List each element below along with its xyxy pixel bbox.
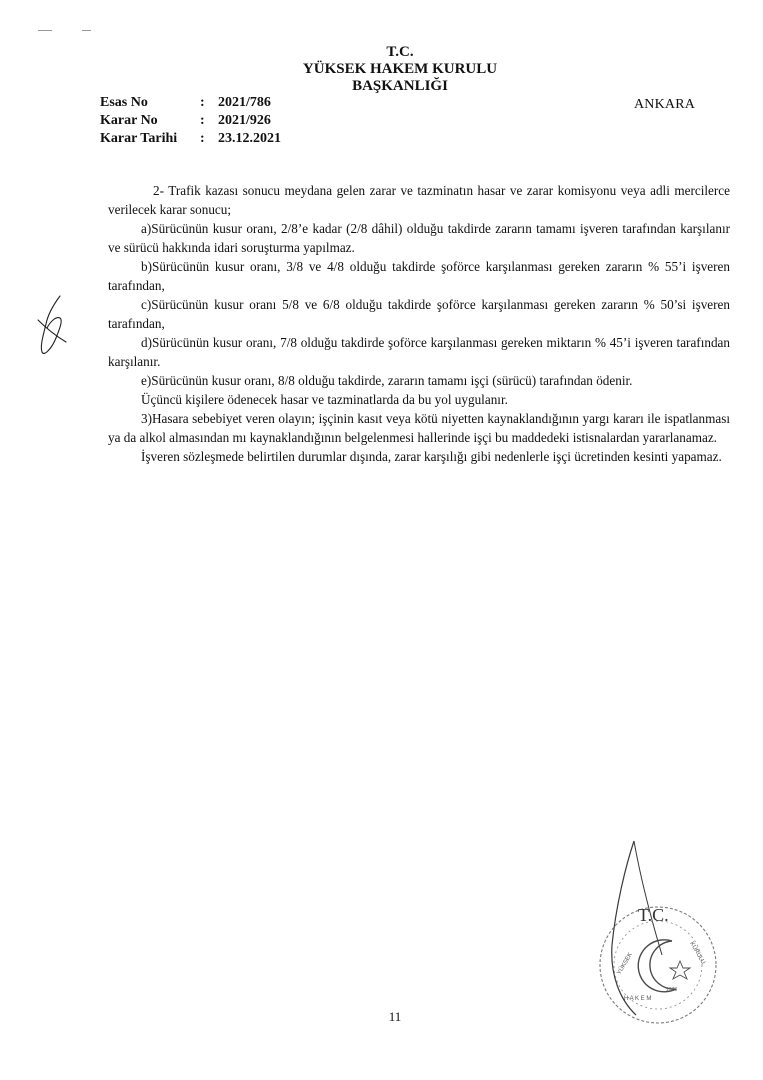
colon: : (200, 95, 205, 110)
paragraph: Üçüncü kişilere ödenecek hasar ve tazminatlarda da bu yol uygulanır. (141, 392, 508, 407)
karar-row (100, 112, 281, 130)
svg-text:T.C.: T.C. (638, 905, 669, 925)
paragraph: 3)Hasara sebebiyet veren olayın; işçinin kasıt veya kötü niyetten kaynaklandığının yargı kararı ile ispatlanması ya da alkol almasından mı kaynaklandığının belgelenmesi hallerinde işçi bu maddedeki istisnalardan yararlanamaz. (108, 411, 730, 445)
case-meta (100, 94, 281, 148)
karar-value: 2021/926 (218, 113, 271, 128)
paragraph: 2- Trafik kazası sonucu meydana gelen zarar ve tazminatın hasar ve zarar komisyonu veya adli mercilerce verilecek karar sonucu; (108, 183, 730, 217)
svg-text:YÜKSEK: YÜKSEK (616, 951, 634, 976)
scan-mark (82, 30, 91, 31)
decision-body (108, 181, 730, 466)
paragraph: b)Sürücünün kusur oranı, 3/8 ve 4/8 olduğu takdirde şoförce karşılanması gereken zararın % 55’i işveren tarafından, (108, 259, 730, 293)
colon: : (200, 113, 205, 128)
page-number: 11 (388, 1009, 402, 1024)
paragraph: c)Sürücünün kusur oranı 5/8 ve 6/8 olduğu takdirde şoförce karşılanması gereken zararın % 50’si işveren tarafından, (108, 297, 730, 331)
svg-text:H A K E M: H A K E M (624, 996, 652, 1002)
karar-label: Karar No (100, 113, 158, 128)
colon: : (200, 131, 205, 146)
header-line-institution: YÜKSEK HAKEM KURULU (302, 61, 498, 77)
document-header (230, 44, 570, 95)
paragraph: a)Sürücünün kusur oranı, 2/8’e kadar (2/8 dâhil) olduğu takdirde zararın tamamı işveren tarafından karşılanır ve sürücü hakkında idari soruşturma yapılmaz. (108, 221, 730, 255)
svg-text:KURULU: KURULU (688, 941, 706, 966)
esas-row (100, 94, 281, 112)
paragraph: d)Sürücünün kusur oranı, 7/8 olduğu takdirde şoförce karşılanması gereken miktarın % 45’i işveren tarafından karşılanır. (108, 335, 730, 369)
esas-label: Esas No (100, 95, 148, 110)
city-label: ANKARA (634, 97, 696, 112)
tarih-value: 23.12.2021 (218, 131, 281, 146)
tarih-label: Karar Tarihi (100, 131, 178, 146)
tarih-row (100, 130, 281, 148)
official-seal-stamp (580, 835, 730, 1035)
paragraph: e)Sürücünün kusur oranı, 8/8 olduğu takdirde, zararın tamamı işçi (sürücü) tarafından ödenir. (141, 373, 633, 388)
svg-text:1973: 1973 (666, 987, 678, 993)
handwritten-signature (30, 292, 75, 360)
header-line-presidency: BAŞKANLIĞI (352, 78, 448, 94)
paragraph: İşveren sözleşmede belirtilen durumlar dışında, zarar karşılığı gibi nedenlerle işçi ücretinden kesinti yapamaz. (141, 449, 722, 464)
header-line-tc: T.C. (386, 44, 414, 60)
scan-mark (38, 30, 52, 31)
esas-value: 2021/786 (218, 95, 271, 110)
